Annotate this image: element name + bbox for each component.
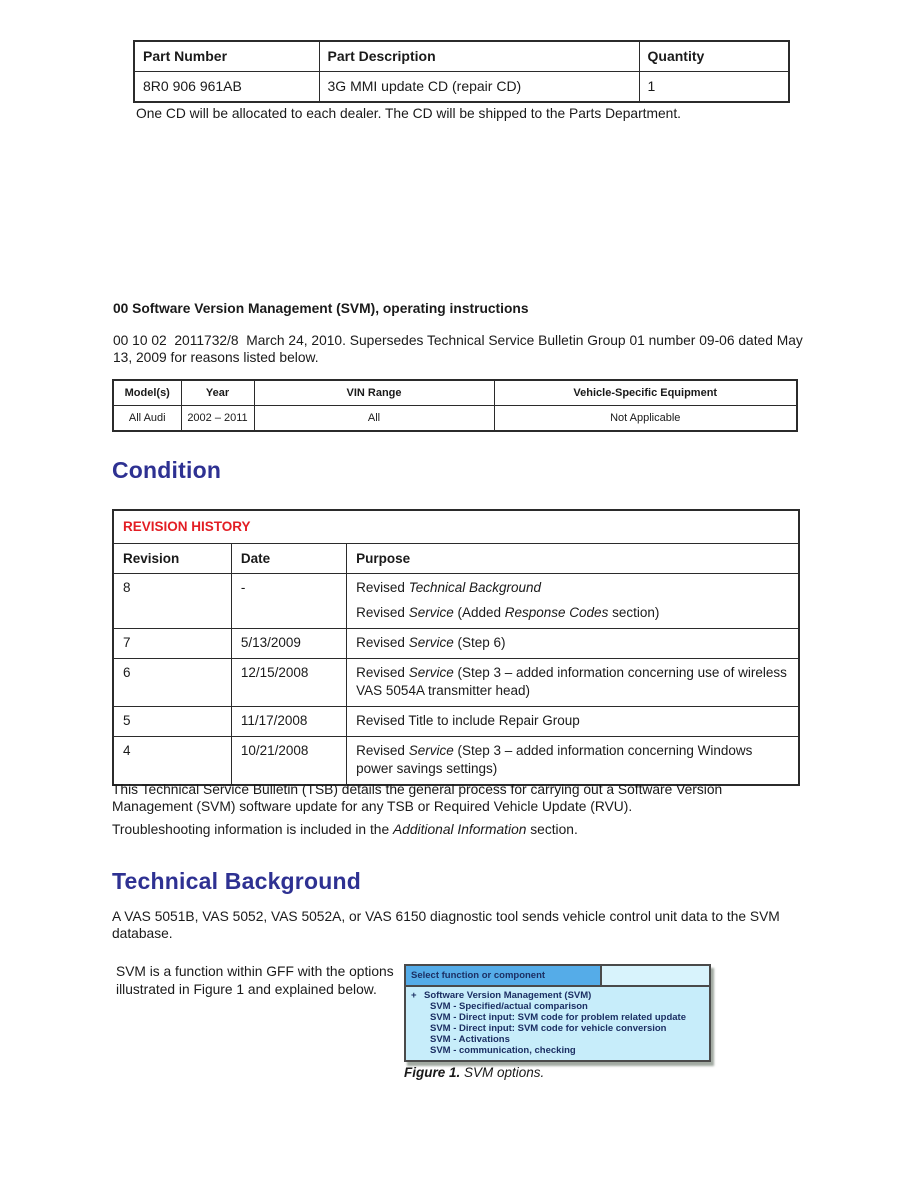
svm-tree-item: SVM - Activations: [430, 1034, 510, 1045]
revision-date-cell: 5/13/2009: [231, 629, 346, 659]
purpose-line: [356, 742, 789, 778]
svm-gff-note: SVM is a function within GFF with the options illustrated in Figure 1 and explained below.: [116, 964, 394, 997]
revision-purpose-cell: [347, 707, 799, 737]
troubleshooting-paragraph: [112, 821, 802, 838]
figure-header-bar: [406, 966, 709, 987]
svm-tree-item: SVM - Direct input: SVM code for problem related update: [430, 1012, 686, 1023]
text-segment: (Added: [453, 605, 505, 620]
text-segment: section): [608, 605, 660, 620]
models-cell: All Audi: [113, 406, 181, 432]
part-description-cell: 3G MMI update CD (repair CD): [319, 72, 639, 103]
text-segment: (Step 6): [453, 635, 506, 650]
text-segment: Service: [408, 665, 454, 680]
text-segment: Revised: [356, 635, 409, 650]
tsb-summary-paragraph: This Technical Service Bulletin (TSB) details the general process for carrying out a Software Version Management (SVM) software update for any TSB or Required Vehicle Update (RVU).: [112, 782, 723, 814]
text-segment: Revised: [356, 580, 409, 595]
revision-history-title: REVISION HISTORY: [113, 510, 799, 544]
svm-tree-root-label: Software Version Management (SVM): [424, 990, 592, 1001]
text-segment: Revised Title to include Repair Group: [356, 713, 580, 728]
technical-background-heading: Technical Background: [112, 868, 361, 894]
revision-row: [113, 707, 799, 737]
model-table-row: [113, 406, 797, 432]
revision-table-body: [113, 574, 799, 786]
diagnostic-tool-paragraph: A VAS 5051B, VAS 5052, VAS 5052A, or VAS 6150 diagnostic tool sends vehicle control unit data to the SVM database.: [112, 909, 780, 941]
model-header-equipment: Vehicle-Specific Equipment: [494, 380, 797, 406]
text-segment: section.: [526, 822, 578, 837]
text-segment: (Step 3 – added information concerning use of wireless VAS 5054A transmitter head): [356, 665, 787, 698]
revision-header-purpose: Purpose: [347, 544, 799, 574]
vin-range-cell: All: [254, 406, 494, 432]
parts-header-part-description: Part Description: [319, 41, 639, 72]
svm-tree-item: SVM - Specified/actual comparison: [430, 1001, 588, 1012]
figure-header-spacer: [602, 966, 709, 985]
model-table-header-row: [113, 380, 797, 406]
revision-history-table: [112, 509, 800, 786]
figure-option-list: [406, 987, 709, 1060]
parts-header-quantity: Quantity: [639, 41, 789, 72]
svm-tree-items: [411, 1001, 707, 1056]
svm-tree-item: SVM - communication, checking: [430, 1045, 576, 1056]
part-number-cell: 8R0 906 961AB: [134, 72, 319, 103]
bulletin-intro: 00 10 02 2011732/8 March 24, 2010. Supersedes Technical Service Bulletin Group 01 number 09-06 dated May 13, 2009 for reasons listed below.: [113, 333, 807, 365]
revision-purpose-cell: [347, 629, 799, 659]
figure-1-svm-options-image: [404, 964, 711, 1062]
figure-caption-text: SVM options.: [460, 1065, 545, 1080]
revision-date-cell: 12/15/2008: [231, 659, 346, 707]
model-table: [112, 379, 798, 432]
revision-purpose-cell: [347, 659, 799, 707]
text-segment: Technical Background: [408, 580, 542, 595]
cd-allocation-note: One CD will be allocated to each dealer. The CD will be shipped to the Parts Department.: [136, 106, 682, 121]
purpose-line: [356, 579, 789, 597]
revision-history-title-row: [113, 510, 799, 544]
text-segment: Response Codes: [504, 605, 609, 620]
revision-header-revision: Revision: [113, 544, 231, 574]
parts-table: [133, 40, 790, 103]
expand-plus-icon: +: [411, 990, 417, 1001]
figure-1-caption: [404, 1065, 544, 1080]
parts-table-header-row: [134, 41, 789, 72]
year-cell: 2002 – 2011: [181, 406, 254, 432]
revision-table-header-row: [113, 544, 799, 574]
parts-table-row: [134, 72, 789, 103]
revision-purpose-cell: [347, 737, 799, 786]
revision-number-cell: 7: [113, 629, 231, 659]
quantity-cell: 1: [639, 72, 789, 103]
revision-number-cell: 8: [113, 574, 231, 629]
text-segment: Revised: [356, 743, 409, 758]
purpose-line: [356, 634, 789, 652]
purpose-line: [356, 604, 789, 622]
revision-date-cell: 11/17/2008: [231, 707, 346, 737]
text-segment: Service: [408, 605, 454, 620]
revision-row: [113, 574, 799, 629]
revision-number-cell: 6: [113, 659, 231, 707]
revision-row: [113, 659, 799, 707]
revision-header-date: Date: [231, 544, 346, 574]
text-segment: Revised: [356, 665, 409, 680]
svm-tree-root: [411, 990, 707, 1001]
purpose-line: [356, 664, 789, 700]
figure-caption-label: Figure 1.: [404, 1065, 461, 1080]
parts-header-part-number: Part Number: [134, 41, 319, 72]
select-function-header: Select function or component: [406, 966, 602, 985]
model-header-models: Model(s): [113, 380, 181, 406]
text-segment: Additional Information: [392, 822, 527, 837]
svm-tree-item: SVM - Direct input: SVM code for vehicle conversion: [430, 1023, 667, 1034]
text-segment: Revised: [356, 605, 409, 620]
model-header-vin-range: VIN Range: [254, 380, 494, 406]
text-segment: (Step 3 – added information concerning Windows power savings settings): [356, 743, 753, 776]
model-header-year: Year: [181, 380, 254, 406]
revision-date-cell: -: [231, 574, 346, 629]
revision-number-cell: 4: [113, 737, 231, 786]
revision-purpose-cell: [347, 574, 799, 629]
text-segment: Troubleshooting information is included in the: [112, 822, 393, 837]
revision-row: [113, 629, 799, 659]
purpose-line: [356, 712, 789, 730]
text-segment: Service: [408, 635, 454, 650]
revision-row: [113, 737, 799, 786]
text-segment: Service: [408, 743, 454, 758]
condition-heading: Condition: [112, 457, 222, 483]
revision-date-cell: 10/21/2008: [231, 737, 346, 786]
equipment-cell: Not Applicable: [494, 406, 797, 432]
bulletin-heading: 00 Software Version Management (SVM), operating instructions: [113, 301, 529, 316]
revision-number-cell: 5: [113, 707, 231, 737]
